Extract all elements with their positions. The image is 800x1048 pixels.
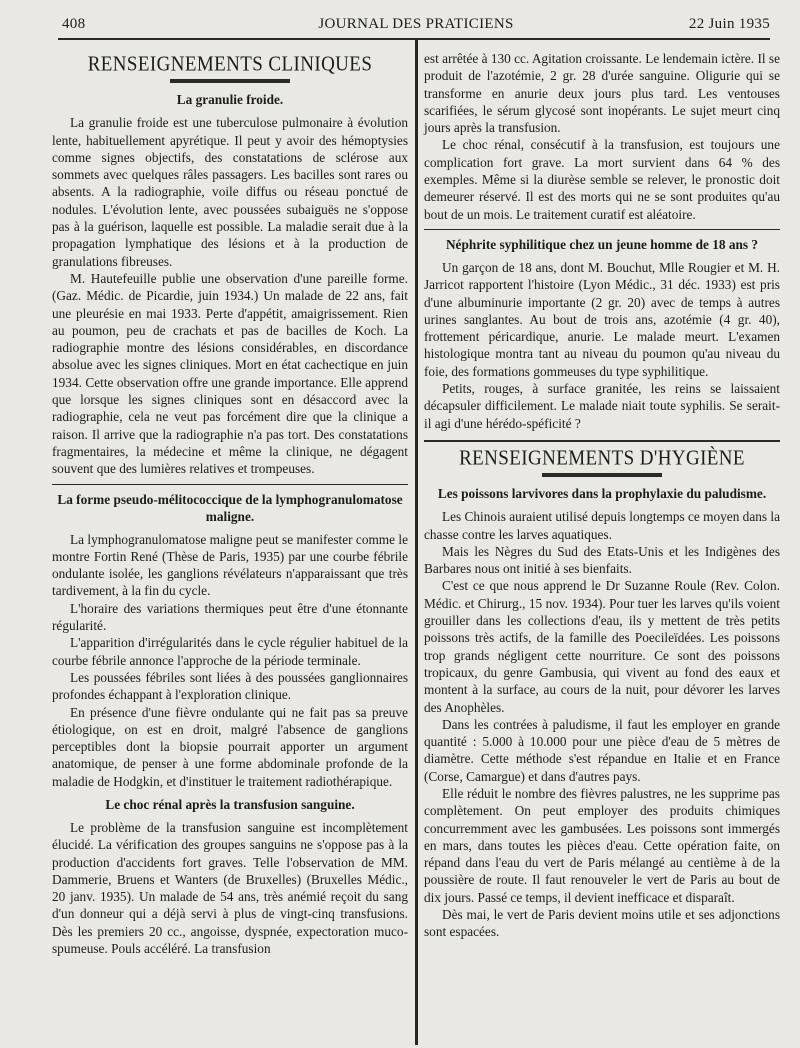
article-paragraph: Mais les Nègres du Sud des Etats-Unis et les Indigènes des Barbares nous ont initié à ses bienfaits.: [424, 543, 780, 577]
article-divider: [52, 484, 408, 485]
article-paragraph: Les Chinois auraient utilisé depuis longtemps ce moyen dans la chasse contre les larves aquatiques.: [424, 509, 780, 542]
article-paragraph: est arrêtée à 130 cc. Agitation croissante. Le lendemain ictère. Il se produit de l'azotémie, 2 gr. 28 d'urée sanguine. Oligurie qui se transforme en anurie deux jours plus tard. Les ventouses scarifiées, le sérum glycosé sont inopérants. Le sujet meurt cinq jours après la transfusion.: [424, 51, 780, 136]
article-divider: [424, 229, 780, 230]
article-paragraph: L'horaire des variations thermiques peut être d'une étonnante régularité.: [52, 600, 408, 634]
article-paragraph: Elle réduit le nombre des fièvres palustres, ne les supprime pas complètement. On peut employer des produits chimiques concurremment avec les gambusées. Les poissons sont immergés en mars, dans toutes les pièces d'eau. Cette opération faite, on répand dans l'eau du vert de Paris mélangé au centième à de la poussière de route. Il faut renouveler le vert de Paris au bout de dix jours. Passé ce temps, il devient inefficace et disparaît.: [424, 785, 780, 905]
right-column: [424, 50, 780, 941]
article-paragraph: Le choc rénal, consécutif à la transfusion, est toujours une complication fort grave. La mort survient dans 64 % des exemples. Même si la diurèse semble se relever, le pronostic doit demeurer réservé. Il est des morts qui ne se sont produites qu'au bout de un mois. Le traitement curatif est aléatoire.: [424, 137, 780, 222]
article-paragraph: Dans les contrées à paludisme, il faut les employer en grande quantité : 5.000 à 10.000 pour une pièce d'eau de 5 mètres de diamètre. Cette méthode s'est répandue en Italie et en France (Corse, Camargue) et dans d'autres pays.: [424, 716, 780, 784]
left-column: [52, 48, 408, 957]
article-title-granulie: La granulie froide.: [176, 92, 284, 108]
section-title-hygiene: RENSEIGNEMENTS D'HYGIÈNE: [459, 446, 745, 470]
column-rule: [415, 40, 418, 1045]
article-title-nephrite: Néphrite syphilitique chez un jeune homme de 18 ans ?: [445, 236, 759, 252]
article-paragraph: Un garçon de 18 ans, dont M. Bouchut, Mlle Rougier et M. H. Jarricot rapportent l'histoire (Lyon Médic., 31 déc. 1933) est pris d'une albuminurie importante (2 gr. 20) avec de temps à autres urines sanglantes. Au bout de trois ans, azotémie (4 gr. 40), frottement péricardique, anurie. Le malade meurt. L'examen histologique montra tant au niveau du poumon qu'au niveau du foie, des formations gommeuses du type syphilitique.: [424, 259, 780, 379]
issue-date: 22 Juin 1935: [688, 16, 770, 32]
article-paragraph: M. Hautefeuille publie une observation d'une pareille forme. (Gaz. Médic. de Picardie, juin 1934.) Un malade de 22 ans, fait une pleurésie en mai 1933. Perte d'appétit, amaigrissement. Rien au poumon, peu de crachats et pas de bacilles de Koch. La radiographie montre des lésions considérables, en discordance absolue avec les signes cliniques. Mort en état cachectique en juin 1934. Cette observation offre une grande importance. Elle apprend que lorsque les signes cliniques sont en désaccord avec la radiographie, cela ne veut pas forcément dire que la clinique a raison. Il arrive que la radiographie n'a pas tort. Des constatations fragmentaires, la médecine et même la clinique, ne dégagent souvent que des lumières relatives et trompeuses.: [52, 270, 408, 477]
header-rule: [58, 38, 770, 40]
article-paragraph: La granulie froide est une tuberculose pulmonaire à évolution lente, habituellement apyrétique. Il peut y avoir des hémoptysies comme signes objectifs, des constatations de sclérose aux sommets avec quelques râles passagers. Les bacilles sont rares ou absents. A la radiographie, voile diffus ou réseau ponctué de nodules. L'évolution lente, avec poussées subaiguës ne s'oppose pas à la guérison, laquelle est possible. La maladie serait due à la propagation lymphatique des lésions et à la production de granulations fibreuses.: [52, 115, 408, 269]
article-title-poissons: Les poissons larvivores dans la prophylaxie du paludisme.: [437, 486, 767, 502]
article-title-choc-renal: Le choc rénal après la transfusion sanguine.: [105, 796, 355, 812]
article-paragraph: C'est ce que nous apprend le Dr Suzanne Roule (Rev. Colon. Médic. et Chirurg., 15 nov. 1934). Pour tuer les larves qu'ils voient grouiller dans les collections d'eau, ils y mettent de très petits poissons très actifs, de la famille des Poecileïdées. Les poissons trop grands négligent cette nourriture. Ce sont des poissons tropicaux, du genre Gambusia, qui vivent au fond des eaux et montent à la surface, au cours de la nuit, pour dévorer les larves des Anophèles.: [424, 578, 780, 715]
article-paragraph: La lymphogranulomatose maligne peut se manifester comme le montre Fortin René (Thèse de Paris, 1935) par une courbe fébrile ondulante isolée, les ganglions révélateurs n'apparaissant que très tardivement, à la fin du cycle.: [52, 531, 408, 599]
page-number: 408: [62, 16, 86, 32]
section-divider: [424, 440, 780, 442]
article-paragraph: Dès mai, le vert de Paris devient moins utile et ses adjonctions sont espacées.: [424, 907, 780, 940]
article-paragraph: En présence d'une fièvre ondulante qui ne fait pas sa preuve étiologique, on est en droit, malgré l'absence de ganglions perceptibles dont la biopsie pourrait apporter un argument anatomique, de penser à une forme abdominale profonde de la maladie de Hodgkin, et d'instituer le traitement radiothérapique.: [52, 704, 408, 789]
page-header: [62, 14, 770, 36]
article-paragraph: Les poussées fébriles sont liées à des poussées ganglionnaires profondes échappant à l'exploration clinique.: [52, 669, 408, 703]
section-title-clinical: RENSEIGNEMENTS CLINIQUES: [87, 52, 373, 76]
article-title-lymphogranulomatose: La forme pseudo-mélitococcique de la lymphogranulomatose maligne.: [57, 491, 403, 524]
article-paragraph: L'apparition d'irrégularités dans le cycle régulier habituel de la courbe fébrile annonce l'approche de la période terminale.: [52, 635, 408, 668]
article-paragraph: Petits, rouges, à surface granitée, les reins se laissaient décapsuler difficilement. Le malade niait toute syphilis. Se serait-il agi d'une hérédo-spéficité ?: [424, 381, 780, 431]
journal-title: JOURNAL DES PRATICIENS: [318, 16, 514, 32]
article-paragraph: Le problème de la transfusion sanguine est incomplètement élucidé. La vérification des groupes sanguins ne s'oppose pas à la production d'accidents fort graves. Telle l'observation de MM. Dammerie, Bruens et Wanters (de Bruxelles) (Bruxelles Médic., 20 janv. 1935). Un malade de 54 ans, très anémié reçoit du sang d'un donneur qui a déjà servi à plus de vingt-cinq transfusions. Dès les premiers 20 cc., angoisse, dyspnée, expectoration muco-spumeuse. Pouls accéléré. La transfusion: [52, 819, 408, 957]
